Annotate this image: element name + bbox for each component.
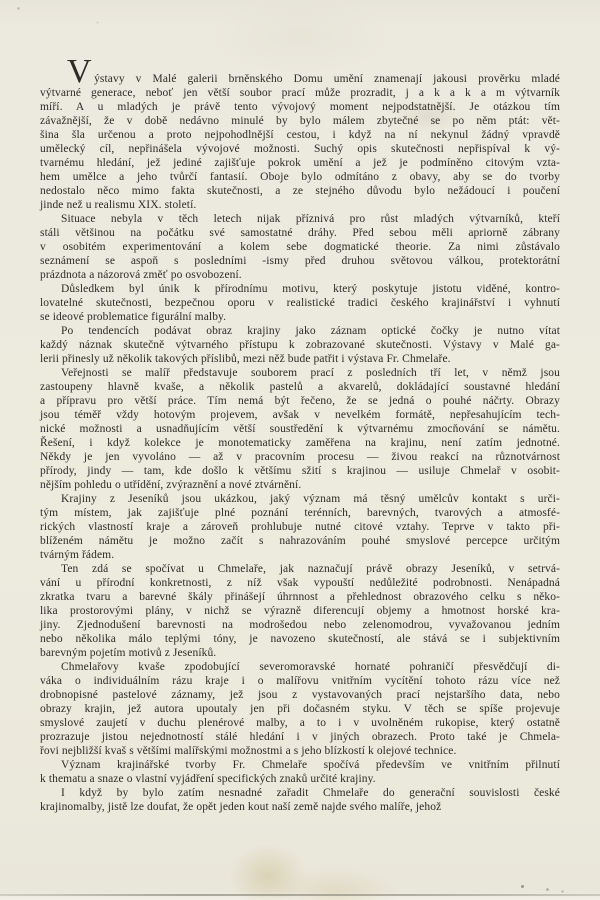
- text-line: blíženém námětu je možno začít s nahrazováním pouhé smyslové percepce určitým: [40, 535, 560, 547]
- text-line: závažnější, že v době nedávno minulé by bylo málem zbytečné se po něm ptát: vět-: [40, 115, 560, 127]
- text-line: drobnopisné pastelové záznamy, jež jsou z vystavovaných prací nejstaršího data, nebo: [40, 689, 560, 701]
- text-line: váka o individuálním rázu kraje i o malířovu vnitřním vycítění tohoto rázu více než: [40, 675, 560, 687]
- scan-edge-shadow: [0, 894, 600, 896]
- text-line: lika prostorovými plány, v nichž se výrazně diferencují objemy a hmotnost horské kra-: [40, 605, 560, 617]
- text-line: v osobitém experimentování a kolem sebe dogmatické theorie. Za nimi zůstávalo: [40, 241, 560, 253]
- text-line: tým místem, jak zajišťuje plné poznání terénních, barevných, tvarových a atmosfé-: [40, 507, 560, 519]
- text-line: řovi nejbližší kvaš s většími malířskými možnostmi a s jeho blízkostí k olejové technice.: [40, 745, 457, 757]
- text-line: výtvarné generace, neboť jen větší soubor prací může prozradit, j a k a k a m výtvarník: [40, 87, 560, 99]
- text-line: jsou téměř vždy hotovým projevem, avšak v nevelkém formátě, nepřesahujícím tech-: [40, 409, 560, 421]
- text-line: k thematu a snaze o vlastní vyjádření specifických znaků určité krajiny.: [40, 773, 376, 785]
- text-line: jiny. Zjednodušení barevnosti na modrošedou nebo zelenomodrou, vyvažovanou jedním: [40, 619, 560, 631]
- text-line: Veřejnosti se malíř představuje souborem prací z posledních tří let, v němž jsou: [61, 367, 560, 379]
- scan-specks: [0, 0, 1, 1]
- text-line: lovatelné skutečnosti, bezpečnou oporu v realistické tradici českého krajinářství i vyhnutí: [40, 297, 560, 309]
- text-line: Krajiny z Jeseníků jsou ukázkou, jaký význam má těsný umělcův kontakt s urči-: [61, 493, 560, 505]
- text-line: Řešení, i když kolekce je monotematicky zaměřena na krajinu, není zatím jednotné.: [40, 437, 560, 449]
- text-line: krajinomalby, jistě lze doufat, že opět jeden kout naší země najde svého malíře, jehož: [40, 801, 442, 813]
- text-line: Význam krajinářské tvorby Fr. Chmelaře spočívá především ve vnitřním přilnutí: [61, 759, 560, 771]
- text-line: nedostalo něco mimo fakta skutečnosti, a ze stejného důvodu bylo nežádoucí i poučení: [40, 185, 560, 197]
- text-line: prozrazuje jistou nejednotností stálé hledání i v jiných obrazech. Proto také je Chmela-: [40, 731, 560, 743]
- text-line: smyslové zaujetí v duchu plenérové malby, a to i v uvolněném rukopise, který ostatně: [40, 717, 560, 729]
- text-line: Situace nebyla v těch letech nijak příznivá pro růst mladých výtvarníků, kteří: [61, 213, 560, 225]
- text-line: I když by bylo zatím nesnadné zařadit Chmelaře do generační souvislosti české: [61, 787, 560, 799]
- text-line: hem umělce a jeho tvůrčí fantasií. Oboje bylo odmítáno z obavy, aby se do tvorby: [40, 171, 560, 183]
- text-line: šina šla určenou a proto nejpohodlnější cestou, i když na ní nekynul žádný vpravdě: [40, 129, 560, 141]
- text-line: každý náznak skutečně výtvarného přístupu k zobrazované skutečnosti. Výstavy v Malé ga-: [40, 339, 560, 351]
- drop-cap-letter: V: [67, 53, 93, 90]
- text-line: přírody, jindy — tam, kde došlo k většímu sžití s krajinou — usiluje Chmelař v osobit-: [40, 465, 560, 477]
- text-line: lerii přinesly už několik takových příslibů, mezi něž bude patřit i výstava Fr. Chmelaře.: [40, 353, 451, 365]
- text-line: Po tendencích podávat obraz krajiny jako záznam optické čočky je nutno vítat: [61, 325, 560, 337]
- text-line: umělecký cíl, nepřinášela vývojové možnosti. Suchý opis skutečnosti nepřispíval k vý-: [40, 143, 560, 155]
- text-line: nebo několika málo teplými tóny, je navozeno skutečností, ale stává se i subjektivním: [40, 633, 560, 645]
- text-line: Důsledkem byl únik k přírodnímu motivu, který poskytuje jistotu viděné, kontro-: [61, 283, 560, 295]
- text-line: tvarnému hledání, jež jediné zajišťuje pokrok umění a jež je podmíněno citovým vzta-: [40, 157, 560, 169]
- text-line: jinde než u realismu XIX. století.: [40, 199, 197, 211]
- text-line: Ten zdá se spočívat u Chmelaře, jak naznačují právě obrazy Jeseníků, v setrvá-: [61, 563, 560, 575]
- text-line: míří. A u mladých je právě tento vývojový moment nejpodstatnější. Je otázkou tím: [40, 101, 560, 113]
- text-line: zastoupeny hlavně kvaše, a několik pastelů a akvarelů, dokládající soustavné hledání: [40, 381, 560, 393]
- text-line: stáli většinou na počátku své samostatné dráhy. Před sebou měli apriorně zábrany: [40, 227, 560, 239]
- text-line: nické možnosti a usnadňujícím větší soustředění k výtvarnému zmocňování se námětu.: [40, 423, 560, 435]
- article-text: [40, 53, 560, 814]
- text-line: Někdy je jen vyvoláno — až v pracovním procesu — živou reakcí na různotvárnost: [40, 451, 560, 463]
- text-line: vání u přírodní konkretnosti, z níž však vypouští nedůležité podrobnosti. Nenápadná: [40, 577, 560, 589]
- text-line: barevným pojetím motivů z Jeseníků.: [40, 647, 217, 659]
- text-line: Chmelařovy kvaše zpodobující severomoravské hornaté pohraničí přesvědčují di-: [61, 661, 560, 673]
- text-line: Výstavy v Malé galerii brněnského Domu umění znamenají jakousi prověrku mladé: [67, 53, 560, 90]
- text-line: tvárným řádem.: [40, 549, 115, 561]
- text-line: obrazy krajin, jež autora upoutaly jen při dočasném styku. V těch se spíše projevuje: [40, 703, 560, 715]
- text-line: a přípravu pro větší práce. Tím nemá být řečeno, že se jedná o pouhé náčrty. Obrazy: [40, 395, 560, 407]
- text-line: zkratka tvaru a barevné škály přinášejí úhrnnost a přehlednost obrazového celku s něko-: [40, 591, 560, 603]
- text-line: nějším pohledu o utřídění, zvýraznění a nové ztvárnění.: [40, 479, 302, 491]
- text-line: se ideové problematice figurální malby.: [40, 311, 227, 323]
- text-line: rických vlastností kraje a zároveň prohlubuje nutné citové vztahy. Teprve v takto při-: [40, 521, 560, 533]
- text-line: prázdnota a názorová změť po osvobození.: [40, 269, 242, 281]
- text-line: seznámení se aspoň s posledními -ismy před druhou světovou válkou, protektorátní: [40, 255, 560, 267]
